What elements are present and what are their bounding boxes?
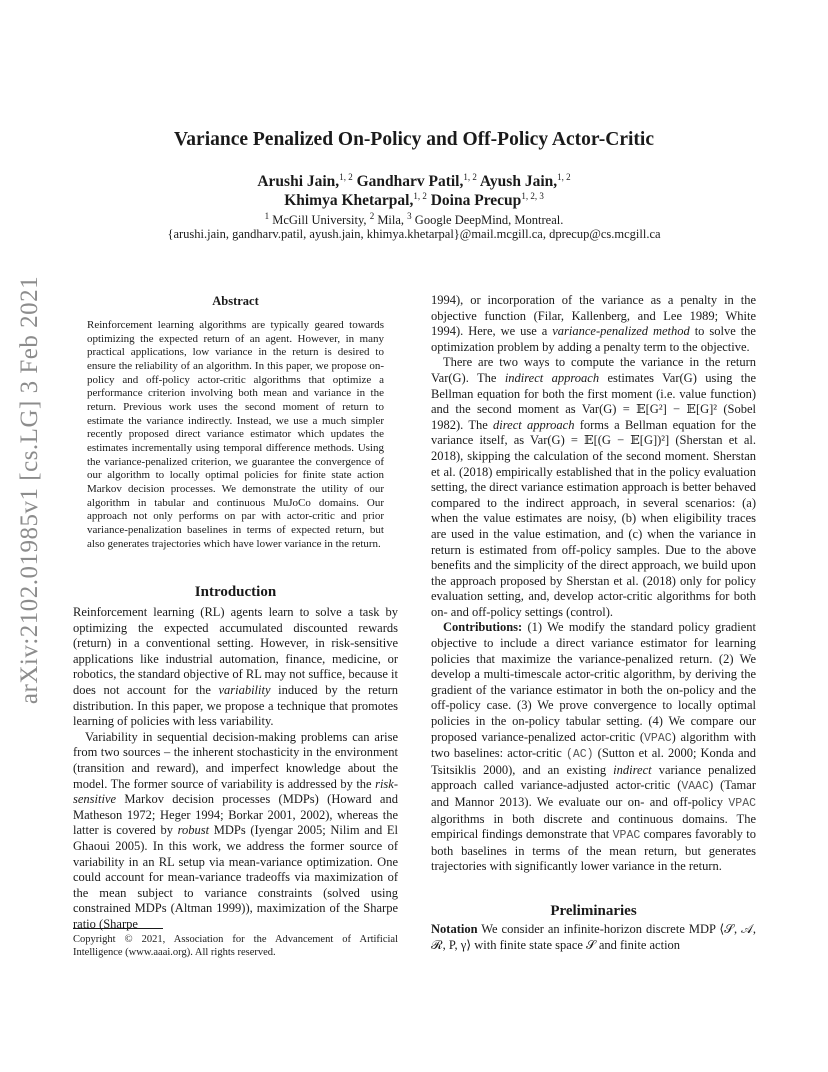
preliminaries-heading: Preliminaries — [550, 903, 637, 919]
notation-paragraph: Notation We consider an infinite-horizon discrete MDP ⟨𝒮, 𝒜, ℛ, P, γ⟩ with finite state space 𝒮 and finite action — [431, 922, 756, 952]
author-affil-sup: 1, 2 — [413, 191, 427, 201]
arxiv-id-text: arXiv:2102.01985v1 [cs.LG] 3 Feb 2021 — [16, 275, 43, 705]
paper-title: Variance Penalized On-Policy and Off-Policy Actor-Critic — [174, 129, 654, 150]
affiliations: $^1$ McGill University, $^2$ Mila, $^3$ Google DeepMind, Montreal. — [264, 211, 564, 228]
author-line-1 — [0, 172, 828, 191]
author-affil-sup: 1, 2, 3 — [521, 191, 544, 201]
introduction-body — [73, 605, 398, 932]
abstract-text: Reinforcement learning algorithms are typically geared towards optimizing the expected return of an agent. However, in many practical applications, low variance in the return is desired to ensure the reliability of an algorithm. In this paper, we propose on-policy and off-policy actor-critic algorithms that optimize a performance criterion involving both mean and variance in the return. Previous work uses the second moment of return to estimate the variance indirectly. Instead, we use a much simpler recently proposed direct variance estimator which updates the estimates incrementally using temporal difference methods. Using the variance-penalized criterion, we guarantee the convergence of our algorithm to locally optimal policies for finite state action Markov decision processes. We demonstrate the utility of our algorithm in tabular and continuous MuJoCo domains. Our approach not only performs on par with actor-critic and prior variance-penalization baselines in terms of expected return, but also generates trajectories which have lower variance in the return. — [87, 319, 384, 550]
author-name: Khimya Khetarpal, — [284, 192, 414, 210]
author-name: Arushi Jain, — [257, 173, 340, 191]
right-paragraph-1: 1994), or incorporation of the variance as a penalty in the objective function (Filar, Kallenberg, and Lee 1989; White 1994). Here, we use a variance-penalized method to solve the optimization problem by adding a penalty term to the objective. — [431, 293, 756, 354]
abstract-heading: Abstract — [212, 294, 259, 308]
right-paragraph-2: There are two ways to compute the variance in the return Var(G). The indirect approach estimates Var(G) using the Bellman equation for both the first moment (i.e. value function) and the second moment as Var(G) = 𝔼[G²] − 𝔼[G]² (Sobel 1982). The direct approach forms a Bellman equation for the variance itself, as Var(G) = 𝔼[(G − 𝔼[G])²] (Sherstan et al. 2018), skipping the calculation of the second moment. Sherstan et al. (2018) empirically established that in the policy evaluation setting, the direct variance estimation approach is better behaved compared to the indirect approach, in several scenarios: (a) when the value estimates are noisy, (b) when eligibility traces are used in the value estimation, and (c) when the variance in return is estimated from off-policy samples. Due to the above benefits and the simplicity of the direct approach, we build upon the approach proposed by Sherstan et al. (2018) only for policy evaluation setting, and, develop actor-critic algorithms for both on- and off-policy settings (control). — [431, 355, 756, 619]
author-name: Gandharv Patil, — [356, 173, 464, 191]
intro-paragraph-1: Reinforcement learning (RL) agents learn to solve a task by optimizing the expected accumulated discounted rewards (return) in a conventional setting. However, in risk-sensitive applications like industrial automation, finance, medicine, or robotics, the standard objective of RL may not suffice, because it does not account for the variability induced by the return distribution. In this paper, we propose a technique that promotes learning of policies with less variability. — [73, 605, 398, 729]
contributions-paragraph: Contributions: (1) We modify the standard policy gradient objective to include a direct variance estimator for learning policies that maximize the variance-penalized return. (2) We develop a multi-timescale actor-critic algorithm, by deriving the gradient of the variance estimator in both the on-policy and the off-policy case. (3) We prove convergence to locally optimal policies in the on-policy tabular setting. (4) We compare our proposed variance-penalized actor-critic (VPAC) algorithm with two baselines: actor-critic (AC) (Sutton et al. 2000; Konda and Tsitsiklis 2000), and an existing indirect variance penalized approach called variance-adjusted actor-critic (VAAC) (Tamar and Mannor 2013). We evaluate our on- and off-policy VPAC algorithms in both discrete and continuous domains. The empirical findings demonstrate that VPAC compares favorably to both baselines in terms of the mean return, but generates trajectories with significantly lower variance in the return. — [431, 620, 757, 874]
footnote-rule — [73, 928, 163, 929]
introduction-heading: Introduction — [194, 584, 277, 600]
author-line-2 — [0, 191, 828, 210]
author-affil-sup: 1, 2 — [557, 172, 571, 182]
intro-paragraph-2: Variability in sequential decision-making problems can arise from two sources – the inherent stochasticity in the environment (transition and reward), and imperfect knowledge about the model. The former source of variability is addressed by the risk-sensitive Markov decision processes (MDPs) (Howard and Matheson 1972; Heger 1994; Borkar 2001, 2002), whereas the latter is covered by robust MDPs (Iyengar 2005; Nilim and El Ghaoui 2005). In this work, we address the former source of variability in an RL setup via mean-variance optimization. One could account for mean-variance tradeoffs via maximization of the mean subject to variance constraints (solved using constrained MDPs (Altman 1999)), maximization of the Sharpe ratio (Sharpe — [73, 729, 398, 931]
right-column-body — [431, 293, 756, 875]
copyright-footnote: Copyright © 2021, Association for the Advancement of Artificial Intelligence (www.aaai.org). All rights reserved. — [73, 934, 398, 958]
author-affil-sup: 1, 2 — [339, 172, 353, 182]
author-emails: {arushi.jain, gandharv.patil, ayush.jain, khimya.khetarpal}@mail.mcgill.ca, dprecup@cs.mcgill.ca — [167, 227, 661, 241]
arxiv-identifier — [10, 275, 50, 705]
author-name: Ayush Jain, — [479, 173, 558, 191]
author-affil-sup: 1, 2 — [463, 172, 477, 182]
author-name: Doina Precup — [430, 192, 522, 210]
